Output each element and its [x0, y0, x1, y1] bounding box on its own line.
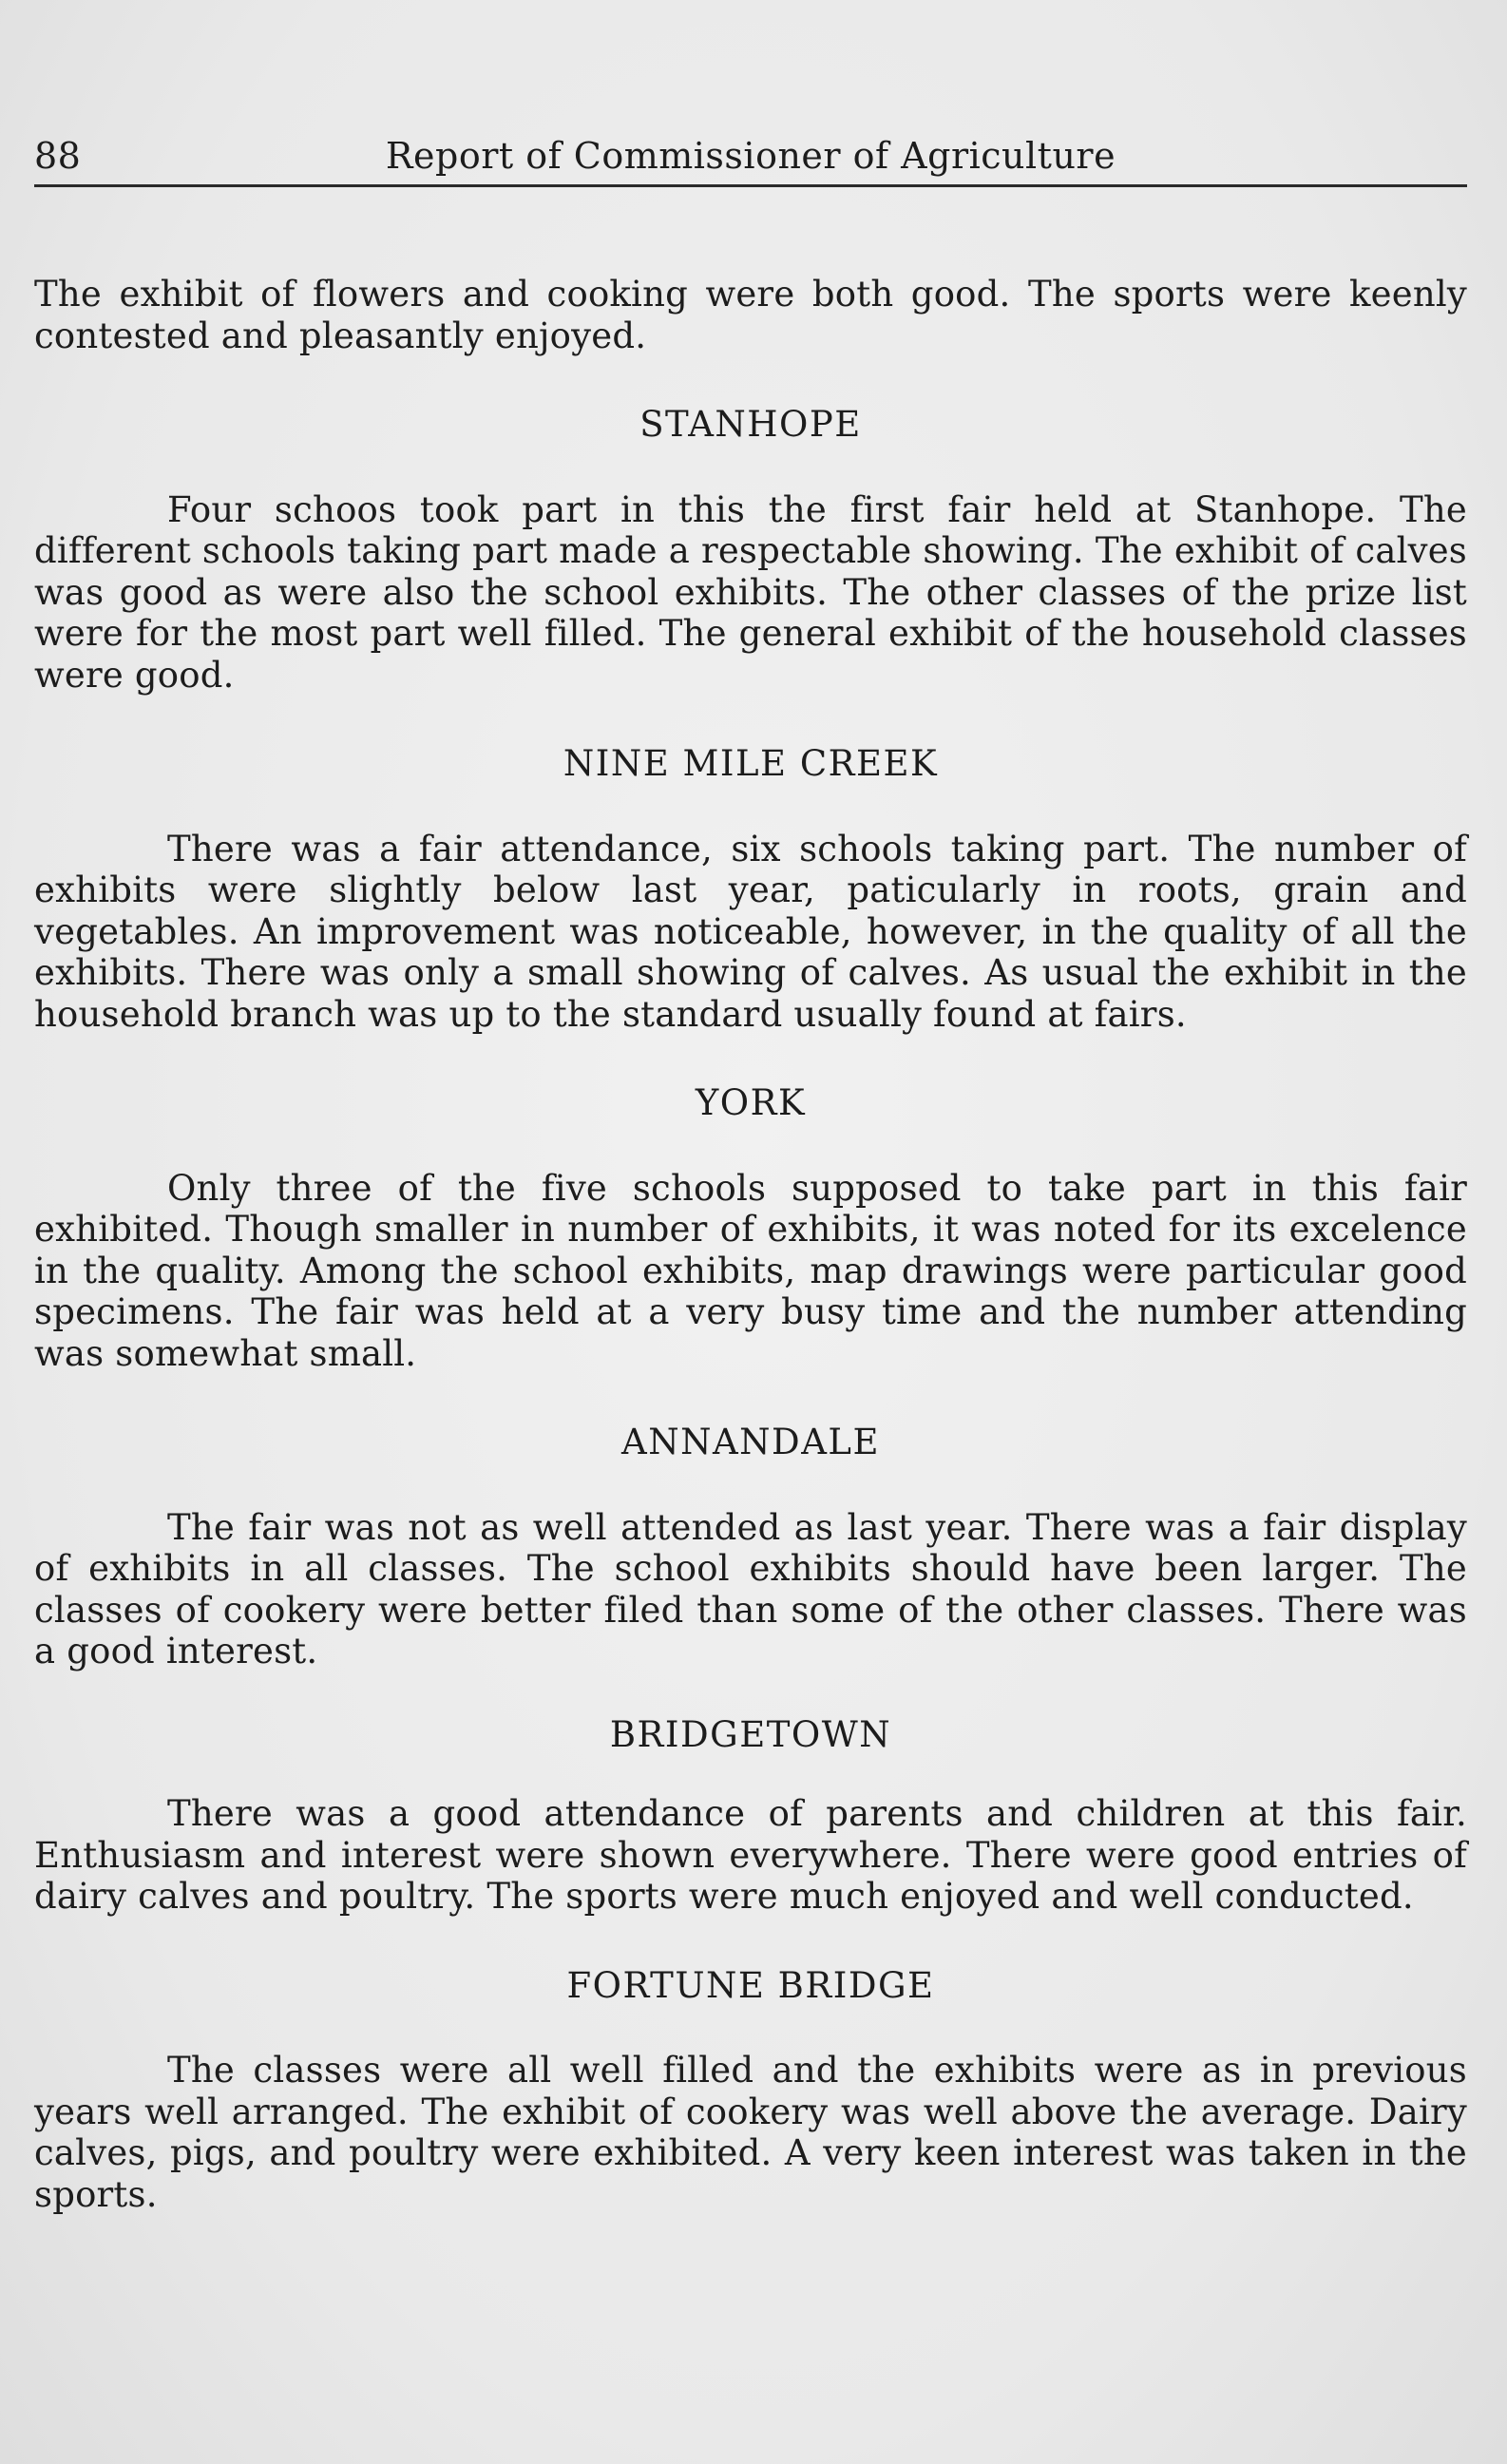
section-heading-york: YORK: [695, 1082, 807, 1123]
page-number: 88: [34, 135, 82, 177]
section-paragraph-stanhope: Four schoos took part in this the first fair held at Stanhope. The different schools taking part made a respectable showing. The exhibit of calves was good as were also the school exhibits. The other classes of the prize list were for the most part well filled. The general exhibit of the household classes were good.: [34, 488, 1467, 696]
page-body: [34, 274, 1467, 2215]
section-heading-nine-mile-creek: NINE MILE CREEK: [563, 743, 939, 784]
running-title: Report of Commissioner of Agriculture: [385, 135, 1116, 177]
section-paragraph-fortune-bridge: The classes were all well filled and the exhibits were as in previous years well arranged. The exhibit of cookery was well above the average. Dairy calves, pigs, and poultry were exhibited. A very keen interest was taken in the sports.: [34, 2050, 1467, 2215]
section-heading-bridgetown: BRIDGETOWN: [609, 1713, 892, 1755]
section-heading-annandale: ANNANDALE: [620, 1422, 881, 1462]
section-heading-fortune-bridge: FORTUNE BRIDGE: [566, 1964, 935, 2006]
section-heading-stanhope: STANHOPE: [639, 404, 862, 445]
section-paragraph-annandale: The fair was not as well attended as last year. There was a fair display of exhibits in all classes. The school exhibits should have been larger. The classes of cookery were better filed than some of the other classes. There was a good interest.: [34, 1506, 1467, 1671]
page-header: [34, 133, 1467, 187]
section-paragraph-york: Only three of the five schools supposed to take part in this fair exhibited. Though smaller in number of exhibits, it was noted for its excelence in the quality. Among the school exhibits, map drawings were particular good specimens. The fair was held at a very busy time and the number attending was somewhat small.: [34, 1167, 1467, 1374]
section-paragraph-nine-mile-creek: There was a fair attendance, six schools taking part. The number of exhibits were slightly below last year, paticularly in roots, grain and vegetables. An improvement was noticeable, however, in the quality of all the exhibits. There was only a small showing of calves. As usual the exhibit in the household branch was up to the standard usually found at fairs.: [34, 828, 1467, 1035]
intro-paragraph: The exhibit of flowers and cooking were both good. The sports were keenly contested and pleasantly enjoyed.: [34, 274, 1467, 356]
section-paragraph-bridgetown: There was a good attendance of parents and children at this fair. Enthusiasm and interest were shown everywhere. There were good entries of dairy calves and poultry. The sports were much enjoyed and well conducted.: [34, 1793, 1467, 1917]
